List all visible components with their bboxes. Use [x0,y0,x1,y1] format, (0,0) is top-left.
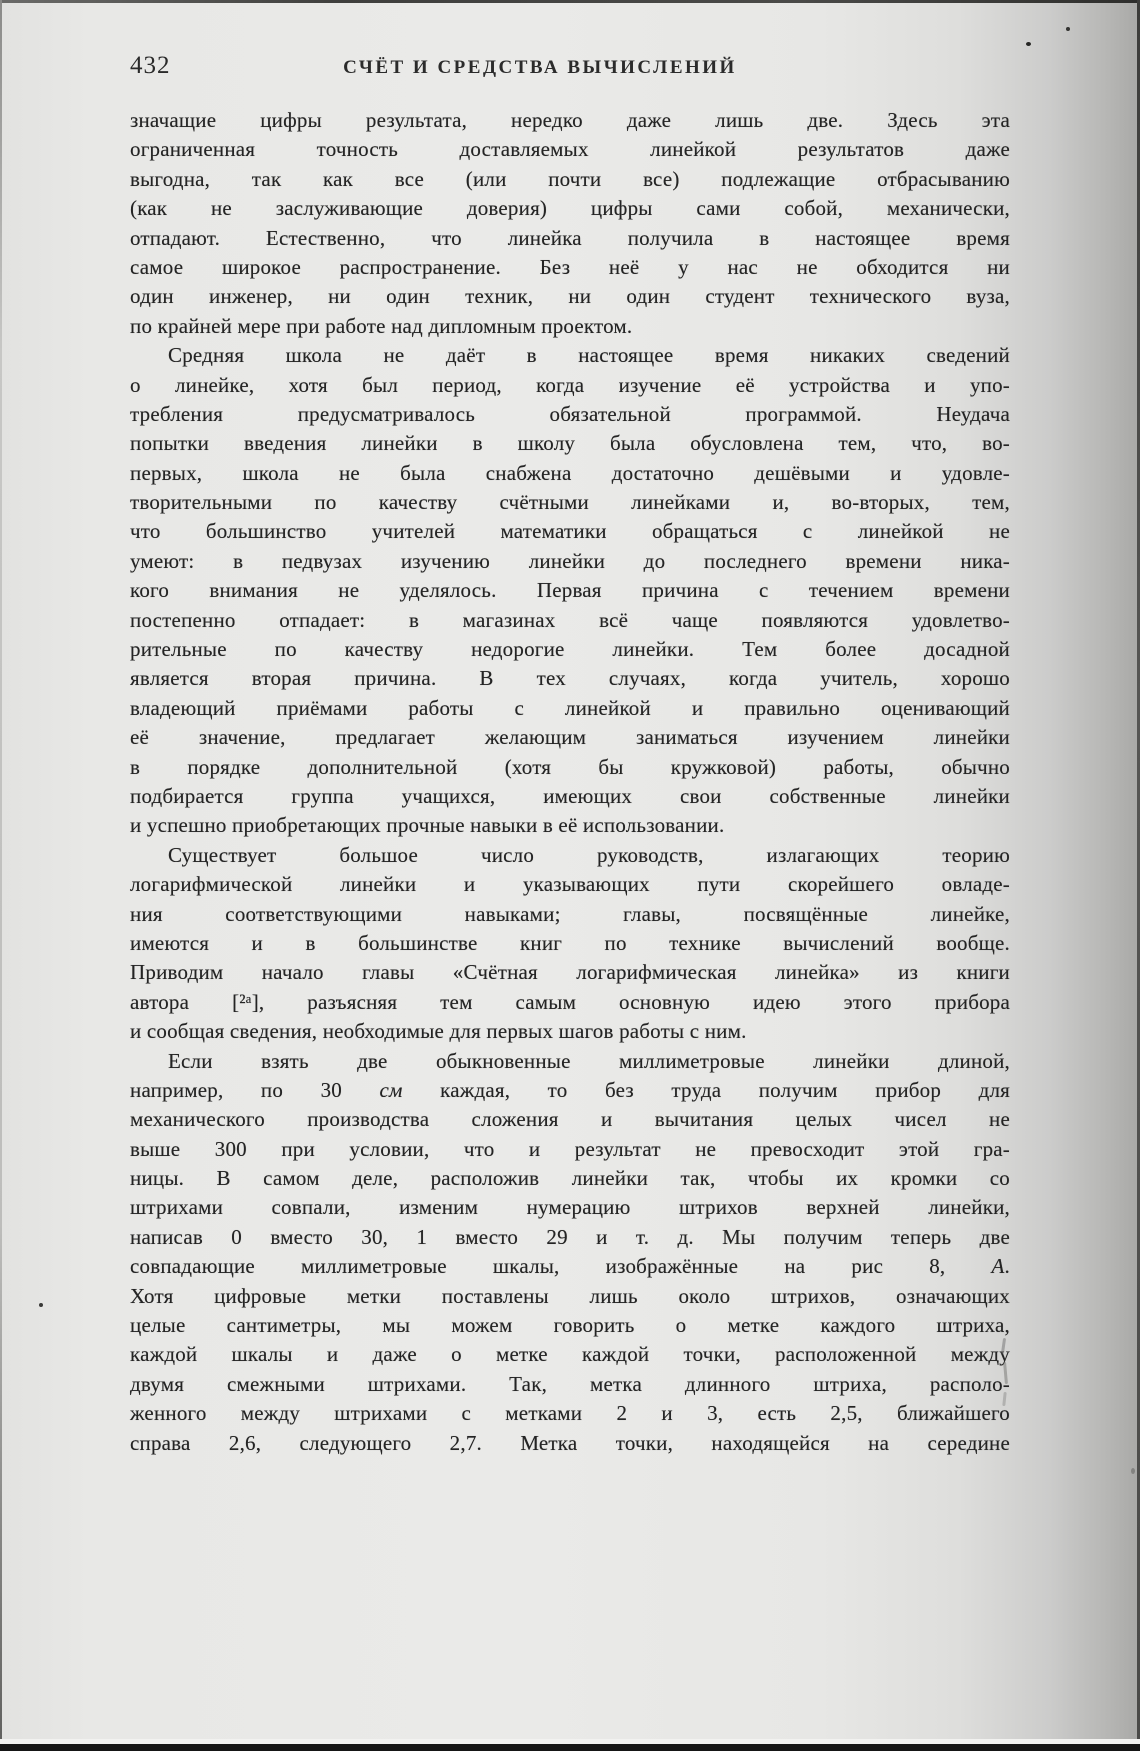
text-line: имеются и в большинстве книг по технике вычислений вообще. [130,930,1010,955]
text-line: о линейке, хотя был период, когда изучение её устройства и упо- [130,372,1010,397]
text-line: рительные по качеству недорогие линейки. Тем более досадной [130,637,1010,662]
ink-speck [1026,42,1031,46]
text-line: ния соответствующими навыками; главы, посвящённые линейке, [130,901,1010,926]
text-line: автора [²ᵃ], разъясняя тем самым основную идею этого прибора [130,989,1010,1014]
text-line: попытки введения линейки в школу была обусловлена тем, что, во- [130,431,1010,456]
text-line: штрихами совпали, изменим нумерацию штрихов верхней линейки, [130,1195,1010,1220]
scan-edge-bottom [0,1744,1140,1751]
text-line: самое широкое распространение. Без неё у нас не обходится ни [130,254,1010,279]
text-line: двумя смежными штрихами. Так, метка длинного штриха, располо- [130,1371,1010,1396]
text-line: каждой шкалы и даже о метке каждой точки, расположенной между [130,1342,1010,1367]
text-block [130,106,1010,1458]
ink-speck [39,1303,43,1307]
text-line: механического производства сложения и вычитания целых чисел не [130,1107,1010,1132]
text-line: Существует большое число руководств, излагающих теорию [168,842,1010,867]
text-line: выше 300 при условии, что и результат не превосходит этой гра- [130,1136,1010,1161]
text-line: выгодна, так как все (или почти все) подлежащие отбрасыванию [130,166,1010,191]
text-line: подбирается группа учащихся, имеющих свои собственные линейки [130,783,1010,808]
running-head: СЧЁТ И СРЕДСТВА ВЫЧИСЛЕНИЙ [343,57,737,78]
ink-speck [1131,1468,1135,1474]
text-line: целые сантиметры, мы можем говорить о метке каждого штриха, [130,1313,1010,1338]
text-line: кого внимания не уделялось. Первая причина с течением времени [130,578,1010,603]
text-line: Средняя школа не даёт в настоящее время никаких сведений [168,343,1010,368]
text-line: справа 2,6, следующего 2,7. Метка точки, находящейся на середине [130,1430,1010,1455]
text-line: ограниченная точность доставляемых линейкой результатов даже [130,137,1010,162]
text-line: Если взять две обыкновенные миллиметровые линейки длиной, [168,1048,1010,1073]
page-number: 432 [130,52,171,79]
scan-edge-top [0,0,1140,3]
text-line: значащие цифры результата, нередко даже лишь две. Здесь эта [130,108,1010,132]
text-line: совпадающие миллиметровые шкалы, изображённые на рис 8, А. [130,1254,1010,1279]
text-line: ницы. В самом деле, расположив линейки так, чтобы их кромки со [130,1166,1010,1191]
scan-edge-left [0,0,2,1751]
text-line: является вторая причина. В тех случаях, когда учитель, хорошо [130,666,1010,691]
text-line: написав 0 вместо 30, 1 вместо 29 и т. д. Мы получим теперь две [130,1224,1010,1249]
paragraph [130,106,1010,341]
text-line: логарифмической линейки и указывающих пути скорейшего овладе- [130,872,1010,897]
text-line: творительными по качеству счётными линейками и, во-вторых, тем, [130,490,1010,515]
text-line: требления предусматривалось обязательной программой. Неудача [130,401,1010,426]
text-line: постепенно отпадает: в магазинах всё чаще появляются удовлетво- [130,607,1010,632]
paragraph [130,1047,1010,1458]
paragraph [130,841,1010,1047]
text-line: её значение, предлагает желающим заниматься изучением линейки [130,725,1010,750]
text-line: в порядке дополнительной (хотя бы кружковой) работы, обычно [130,754,1010,779]
text-line: Хотя цифровые метки поставлены лишь около штрихов, означающих [130,1283,1010,1308]
ink-speck [1066,27,1070,31]
text-line: и успешно приобретающих прочные навыки в её использовании. [130,813,725,838]
text-line: по крайней мере при работе над дипломным проектом. [130,313,633,338]
text-line: например, по 30 см каждая, то без труда получим прибор для [130,1077,1010,1102]
text-line: женного между штрихами с метками 2 и 3, есть 2,5, ближайшего [130,1401,1010,1426]
page-header [130,50,1010,86]
text-line: и сообщая сведения, необходимые для первых шагов работы с ним. [130,1019,747,1044]
text-line: (как не заслуживающие доверия) цифры сами собой, механически, [130,196,1010,221]
text-line: один инженер, ни один техник, ни один студент технического вуза, [130,284,1010,309]
text-line: владеющий приёмами работы с линейкой и правильно оценивающий [130,695,1010,720]
text-line: умеют: в педвузах изучению линейки до последнего времени ника- [130,548,1010,573]
text-line: Приводим начало главы «Счётная логарифмическая линейка» из книги [130,960,1010,985]
text-line: первых, школа не была снабжена достаточно дешёвыми и удовле- [130,460,1010,485]
text-line: что большинство учителей математики обращаться с линейкой не [130,519,1010,544]
paragraph [130,341,1010,841]
text-line: отпадают. Естественно, что линейка получила в настоящее время [130,225,1010,250]
